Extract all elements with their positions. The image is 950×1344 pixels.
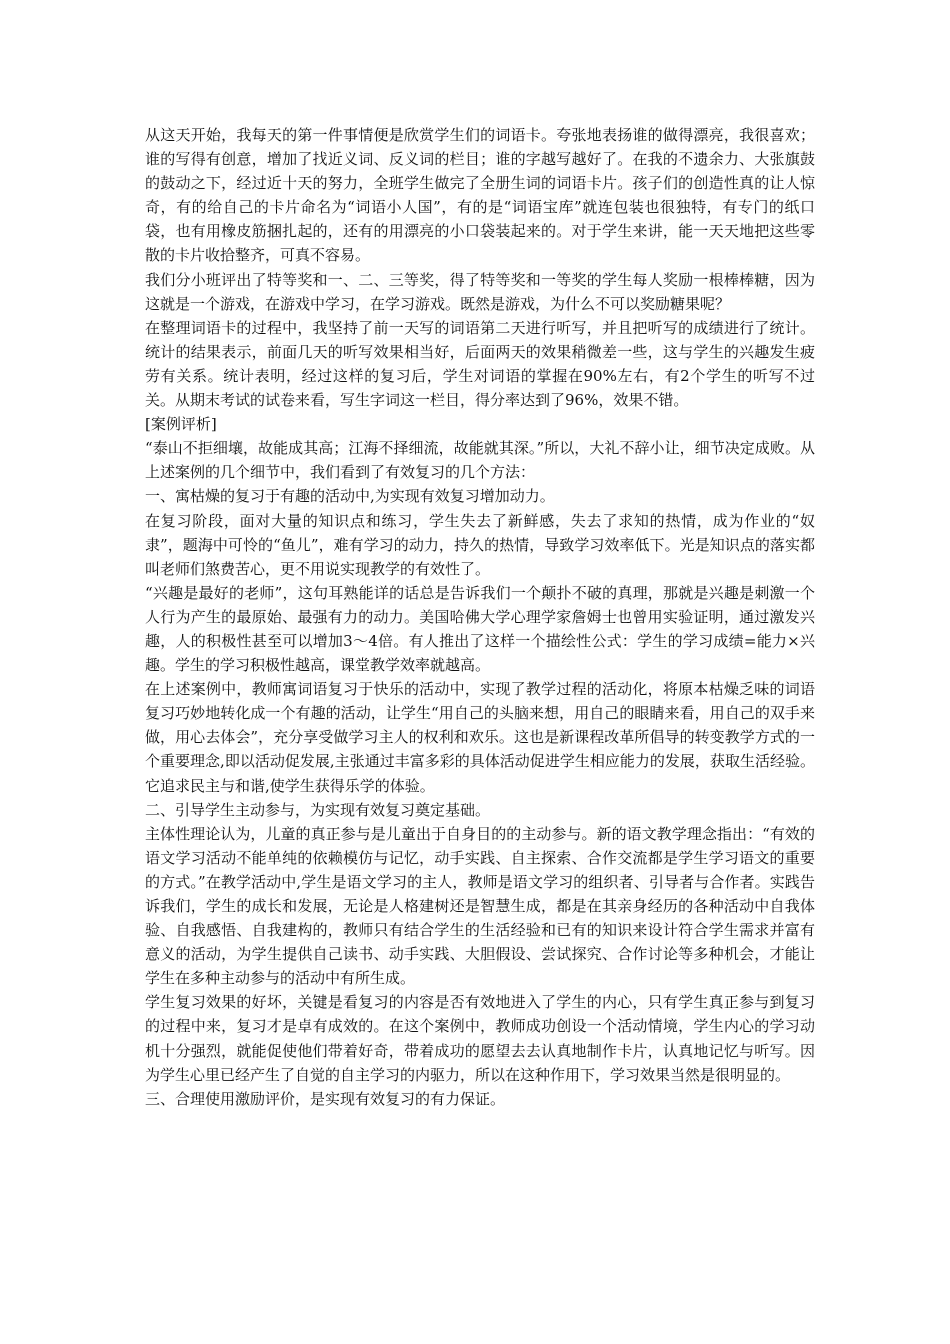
paragraph-awards: 我们分小班评出了特等奖和一、二、三等奖，得了特等奖和一等奖的学生每人奖励一根棒棒糖，因为这就是一个游戏，在游戏中学习，在学习游戏。既然是游戏，为什么不可以奖励糖果呢？ [145,270,815,313]
paragraph-dictation-stats: 在整理词语卡的过程中，我坚持了前一天写的词语第二天进行听写，并且把听写的成绩进行了统计。统计的结果表示，前面几天的听写效果相当好，后面两天的效果稍微差一些，这与学生的兴趣发生疲劳有关系。统计表明，经过这样的复习后，学生对词语的掌握在90%左右，有2个学生的听写不过关。从期末考试的试卷来看，写生字词这一栏目，得分率达到了96%，效果不错。 [145,318,815,410]
heading-method-1: 一、寓枯燥的复习于有趣的活动中,为实现有效复习增加动力。 [145,487,555,506]
paragraph-review-stage: 在复习阶段，面对大量的知识点和练习，学生失去了新鲜感，失去了求知的热情，成为作业的“奴隶”，题海中可怜的“鱼儿”，难有学习的动力，持久的热情，导致学习效率低下。光是知识点的落实都叫老师们煞费苦心，更不用说实现教学的有效性了。 [145,511,815,578]
paragraph-interest-teacher: “兴趣是最好的老师”，这句耳熟能详的话总是告诉我们一个颠扑不破的真理，那就是兴趣是刺激一个人行为产生的最原始、最强有力的动力。美国哈佛大学心理学家詹姆士也曾用实验证明，通过激发兴趣，人的积极性甚至可以增加3～4倍。有人推出了这样一个描绘性公式：学生的学习成绩=能力×兴趣。学生的学习积极性越高，课堂教学效率就越高。 [145,583,815,675]
paragraph-review-effect: 学生复习效果的好坏，关键是看复习的内容是否有效地进入了学生的内心，只有学生真正参与到复习的过程中来，复习才是卓有成效的。在这个案例中，教师成功创设一个活动情境，学生内心的学习动机十分强烈，就能促使他们带着好奇，带着成功的愿望去去认真地制作卡片，认真地记忆与听写。因为学生心里已经产生了自觉的自主学习的内驱力，所以在这种作用下，学习效果当然是很明显的。 [145,993,815,1084]
paragraph-word-cards: 从这天开始，我每天的第一件事情便是欣赏学生们的词语卡。夸张地表扬谁的做得漂亮，我很喜欢；谁的写得有创意，增加了找近义词、反义词的栏目；谁的字越写越好了。在我的不遗余力、大张旗鼓的鼓动之下，经过近十天的努力，全班学生做完了全册生词的词语卡片。孩子们的创造性真的让人惊奇，有的给自己的卡片命名为“词语小人国”，有的是“词语宝库”就连包装也很独特，有专门的纸口袋，也有用橡皮筋捆扎起的，还有的用漂亮的小口袋装起来的。对于学生来讲，能一天天地把这些零散的卡片收拾整齐，可真不容易。 [145,126,815,265]
heading-method-2: 二、引导学生主动参与，为实现有效复习奠定基础。 [145,800,491,819]
document-body [145,123,815,1111]
heading-method-3: 三、合理使用激励评价，是实现有效复习的有力保证。 [145,1089,506,1108]
paragraph-subject-theory: 主体性理论认为，儿童的真正参与是儿童出于自身目的的主动参与。新的语文教学理念指出：“有效的语文学习活动不能单纯的依赖模仿与记忆，动手实践、自主探索、合作交流都是学生学习语文的重要的方式。”在教学活动中,学生是语文学习的主人，教师是语文学习的组织者、引导者与合作者。实践告诉我们，学生的成长和发展，无论是人格建树还是智慧生成，都是在其亲身经历的各种活动中自我体验、自我感悟、自我建构的，教师只有结合学生的生活经验和已有的知识来设计符合学生需求并富有意义的活动，为学生提供自己读书、动手实践、大胆假设、尝试探究、合作讨论等多种机会，才能让学生在多种主动参与的活动中有所生成。 [145,824,815,988]
paragraph-quote-details: “泰山不拒细壤，故能成其高；江海不择细流，故能就其深。”所以，大礼不辞小让，细节决定成败。从上述案例的几个细节中，我们看到了有效复习的几个方法： [145,439,815,482]
paragraph-case-activity: 在上述案例中，教师寓词语复习于快乐的活动中，实现了教学过程的活动化，将原本枯燥乏味的词语复习巧妙地转化成一个有趣的活动，让学生“用自己的头脑来想，用自己的眼睛来看，用自己的双手来做，用心去体会”，充分享受做学习主人的权利和欢乐。这也是新课程改革所倡导的转变教学方式的一个重要理念,即以活动促发展,主张通过丰富多彩的具体活动促进学生相应能力的发展，获取生活经验。它追求民主与和谐,使学生获得乐学的体验。 [145,680,815,795]
section-heading-case-analysis: [案例评析] [145,415,217,434]
